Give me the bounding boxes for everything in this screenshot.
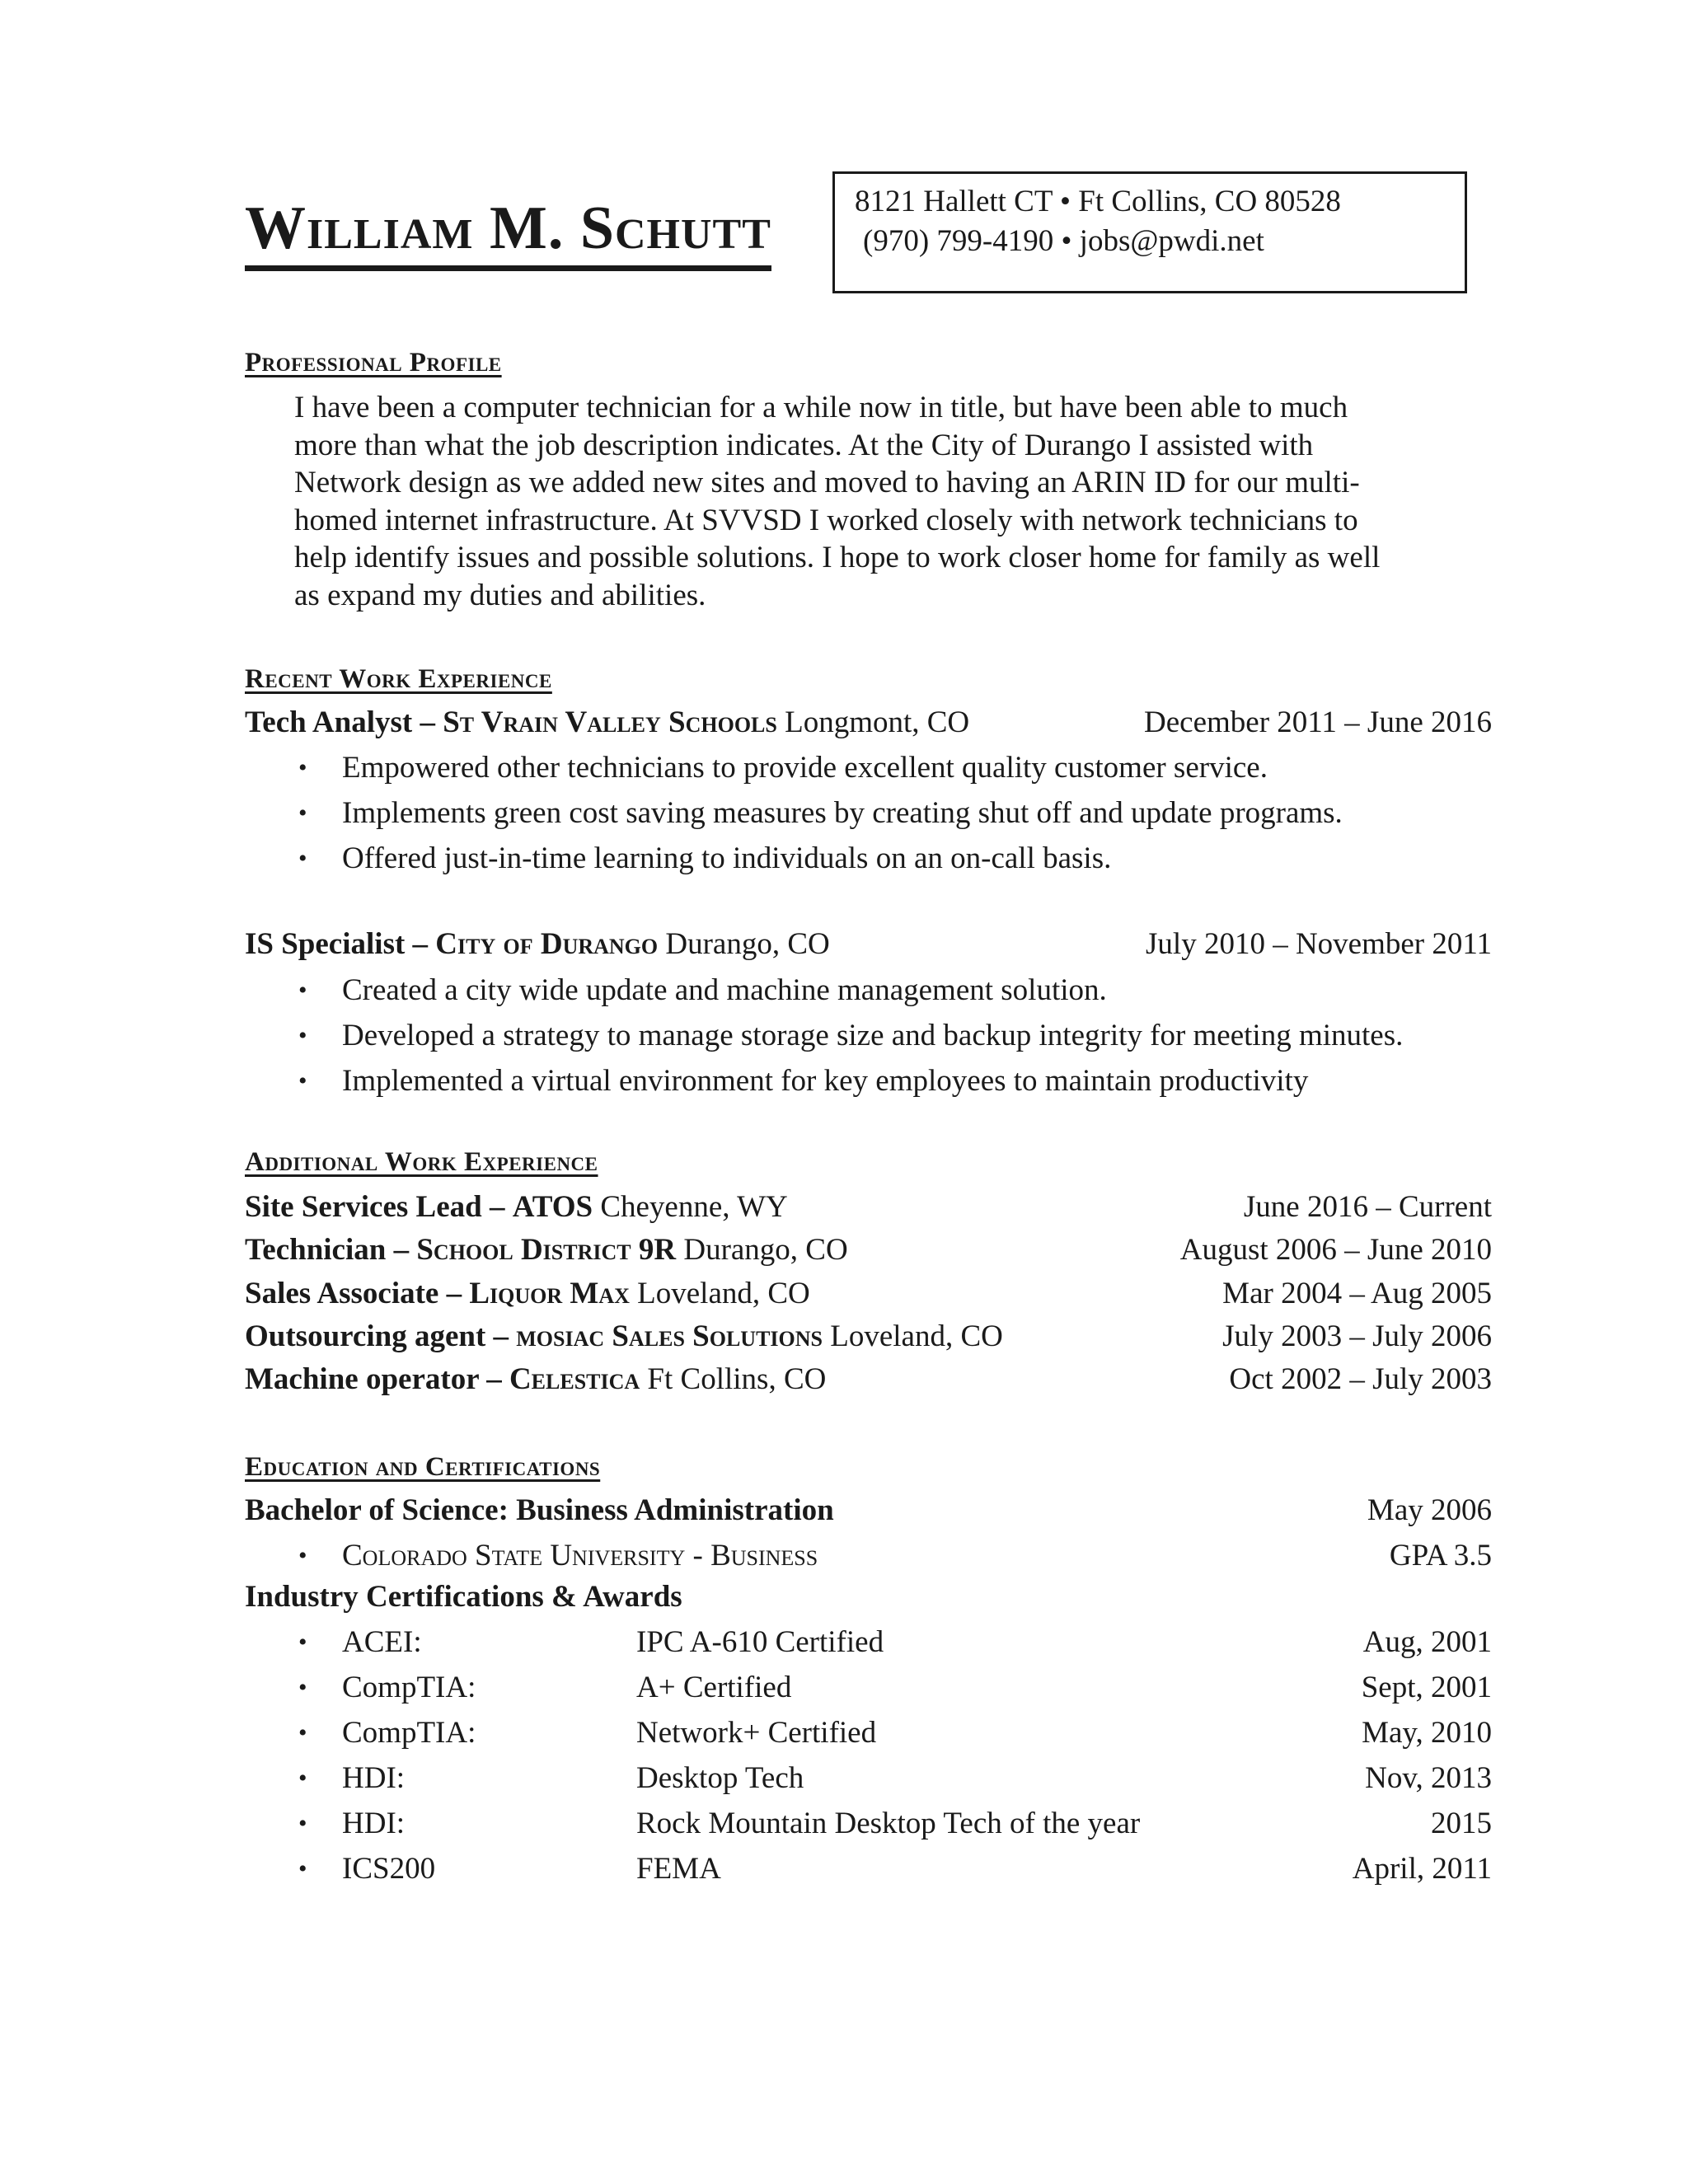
job-title: Sales Associate – [245,1277,470,1310]
bullet-icon: • [298,1719,307,1746]
additional-experience-heading: Additional Work Experience [245,1147,598,1177]
bullet-icon: • [298,1542,307,1569]
cert-name: Rock Mountain Desktop Tech of the year [636,1807,1141,1840]
cert-date: Sept, 2001 [1361,1671,1492,1704]
bullet-icon: • [298,1855,307,1882]
cert-row [294,1755,1492,1801]
job-org: ATOS [512,1190,593,1224]
cert-issuer: ICS200 [342,1852,436,1886]
certs-heading: Industry Certifications & Awards [245,1580,682,1614]
school-row [294,1533,1492,1578]
cert-issuer: HDI: [342,1807,406,1840]
cert-date: April, 2011 [1352,1852,1492,1886]
cert-row [294,1619,1492,1665]
cert-name: A+ Certified [636,1671,792,1704]
job-location: Loveland, CO [629,1277,810,1310]
list-item: • Implements green cost saving measures by creating shut off and update programs. [294,790,1343,836]
degree-title: Bachelor of Science: Business Administration [245,1493,834,1527]
list-item: • Created a city wide update and machine management solution. [294,968,1403,1013]
certs-heading-row [245,1577,1492,1617]
degree-date: May 2006 [1367,1493,1492,1527]
phone-email: (970) 799-4190 • jobs@pwdi.net [863,224,1264,258]
job-org: Liquor Max [469,1277,630,1310]
candidate-name: William M. Schutt [245,198,771,271]
list-item: • Empowered other technicians to provide excellent quality customer service. [294,745,1343,790]
education-heading: Education and Certifications [245,1452,601,1482]
list-item: • Developed a strategy to manage storage size and backup integrity for meeting minutes. [294,1013,1403,1058]
job-location: Cheyenne, WY [593,1190,788,1224]
job-org: St Vrain Valley Schools [443,705,777,739]
job-location: Loveland, CO [823,1319,1003,1353]
job-dates: Oct 2002 – July 2003 [1229,1362,1492,1396]
cert-issuer: ACEI: [342,1625,422,1659]
job-row [245,1274,1492,1314]
bullet-icon: • [298,1629,307,1656]
bullet-icon: • [298,1674,307,1701]
cert-name: Network+ Certified [636,1716,877,1750]
job-dates: July 2010 – November 2011 [1146,927,1492,961]
job-title: Site Services Lead – [245,1190,513,1224]
job-location: Longmont, CO [776,705,970,739]
cert-date: Nov, 2013 [1365,1761,1492,1795]
job-bullets [294,745,1343,881]
profile-line: homed internet infrastructure. At SVVSD I worked closely with network technicians to [294,503,1358,537]
profile-heading: Professional Profile [245,348,502,377]
profile-line: Network design as we added new sites and moved to having an ARIN ID for our multi- [294,466,1360,499]
cert-name: FEMA [636,1852,721,1886]
job-title: Machine operator – [245,1362,509,1396]
address: 8121 Hallett CT • Ft Collins, CO 80528 [855,185,1341,218]
bullet-icon: • [298,977,307,1004]
job-title: Outsourcing agent – [245,1319,517,1353]
cert-date: 2015 [1431,1807,1492,1840]
cert-issuer: HDI: [342,1761,406,1795]
job-dates: July 2003 – July 2006 [1222,1319,1492,1353]
profile-line: more than what the job description indicates. At the City of Durango I assisted with [294,428,1314,462]
job-bullets [294,968,1403,1104]
cert-issuer: CompTIA: [342,1716,476,1750]
job-row [245,1360,1492,1399]
cert-date: May, 2010 [1362,1716,1492,1750]
bullet-icon: • [298,799,307,827]
job-row [245,1188,1492,1227]
recent-experience-heading: Recent Work Experience [245,664,552,694]
job-dates: June 2016 – Current [1243,1190,1492,1224]
school-name: Colorado State University - Business [342,1539,818,1572]
cert-name: IPC A-610 Certified [636,1625,884,1659]
job-row [245,925,1492,964]
job-dates: Mar 2004 – Aug 2005 [1222,1277,1492,1310]
cert-row [294,1710,1492,1755]
bullet-icon: • [298,1022,307,1049]
cert-row [294,1801,1492,1846]
bullet-icon: • [298,754,307,781]
job-org: Celestica [509,1362,640,1396]
job-row [245,1317,1492,1357]
job-row [245,1230,1492,1270]
bullet-icon: • [298,1765,307,1792]
cert-name: Desktop Tech [636,1761,804,1795]
job-dates: August 2006 – June 2010 [1179,1233,1492,1267]
job-location: Durango, CO [676,1233,848,1267]
job-title: Tech Analyst – [245,705,443,739]
bullet-icon: • [298,845,307,872]
bullet-icon: • [298,1067,307,1094]
job-org: mosiac Sales Solutions [516,1319,823,1353]
job-location: Ft Collins, CO [640,1362,827,1396]
cert-row [294,1665,1492,1710]
job-dates: December 2011 – June 2016 [1144,705,1492,739]
list-item: • Implemented a virtual environment for key employees to maintain productivity [294,1058,1403,1104]
profile-line: I have been a computer technician for a while now in title, but have been able to much [294,391,1348,424]
cert-date: Aug, 2001 [1362,1625,1492,1659]
cert-issuer: CompTIA: [342,1671,476,1704]
profile-line: as expand my duties and abilities. [294,578,706,612]
job-title: IS Specialist – [245,927,436,961]
job-org: City of Durango [435,927,659,961]
degree-row [245,1491,1492,1530]
job-row [245,703,1492,743]
contact-box [832,171,1467,293]
job-title: Technician – [245,1233,417,1267]
job-location: Durango, CO [658,927,830,961]
cert-row [294,1846,1492,1891]
profile-text [294,389,1473,614]
bullet-icon: • [298,1810,307,1837]
profile-line: help identify issues and possible solutions. I hope to work closer home for family as well [294,541,1381,574]
list-item: • Offered just-in-time learning to individuals on an on-call basis. [294,836,1343,881]
job-org: School District 9R [416,1233,677,1267]
gpa: GPA 3.5 [1389,1539,1492,1572]
